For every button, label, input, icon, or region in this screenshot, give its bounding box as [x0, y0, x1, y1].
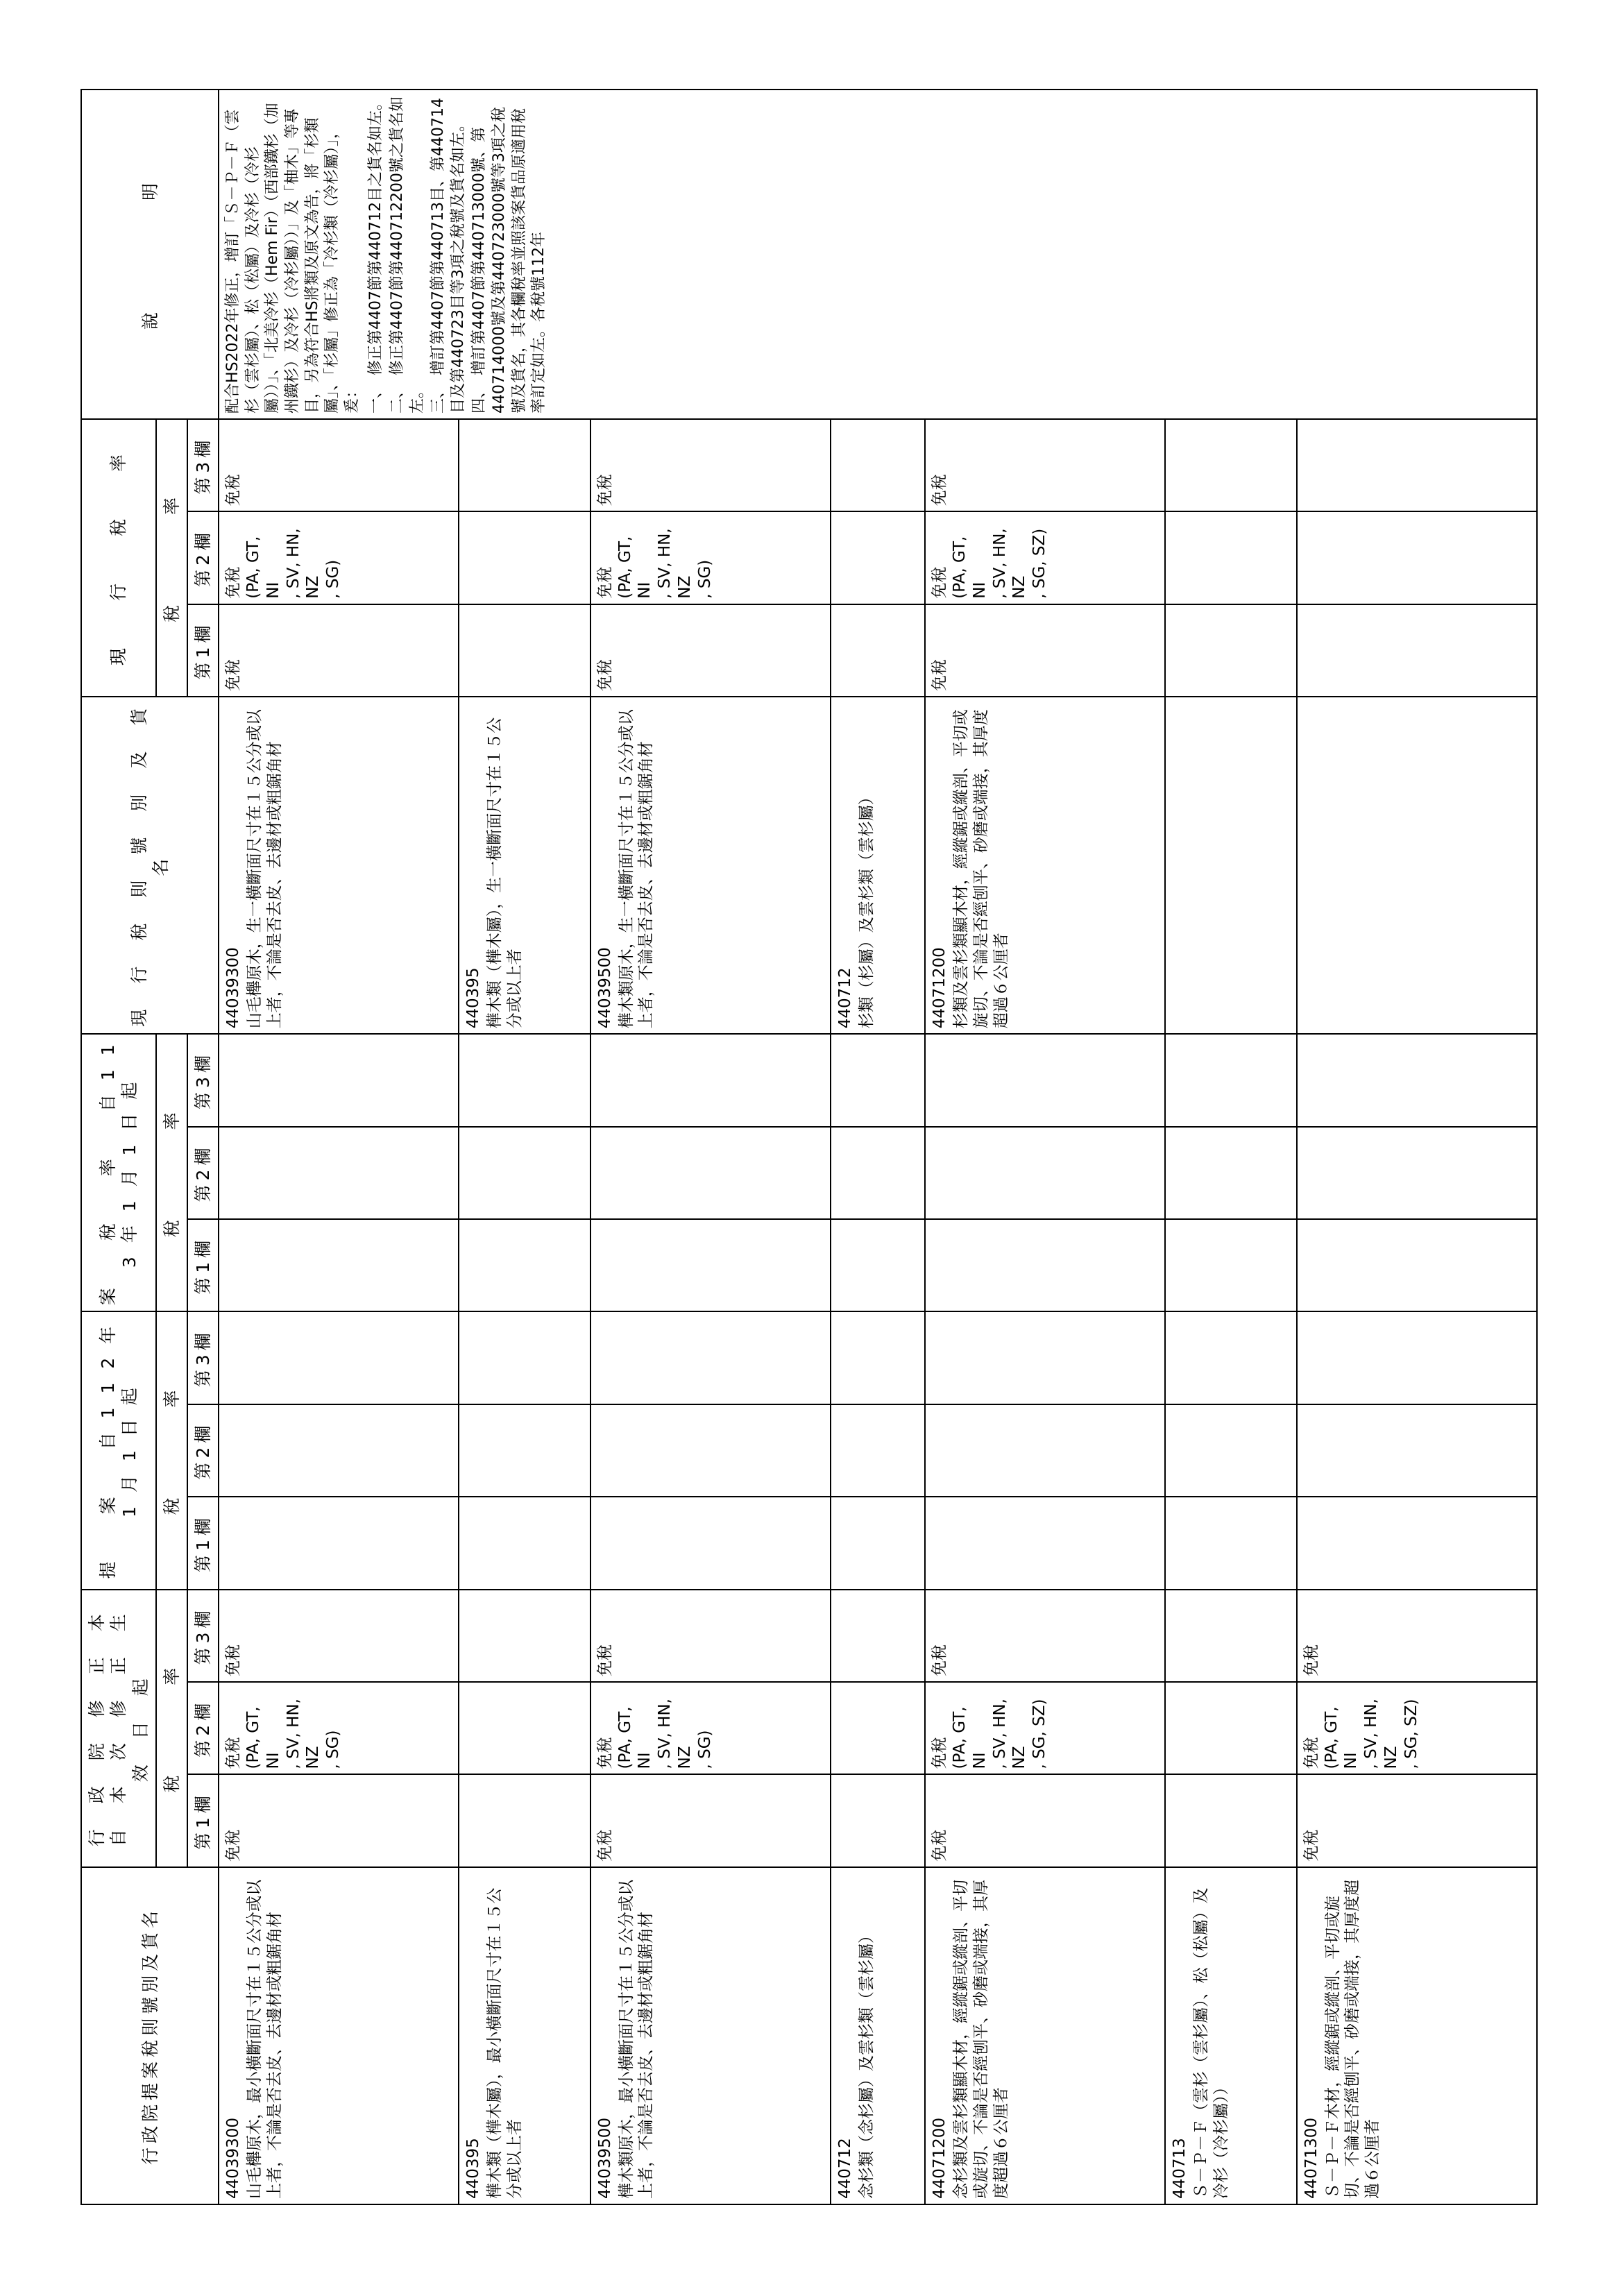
current-code-cell — [590, 697, 831, 1034]
admin-rate-col1 — [925, 1774, 1165, 1866]
p113-rate-col2 — [459, 1127, 590, 1219]
p112-rate-col1 — [1297, 1497, 1537, 1589]
p113-rate-col3 — [459, 1034, 590, 1126]
admin-rate-col3-line: 免稅 — [1302, 1644, 1320, 1677]
admin-rate-col3-line: 免稅 — [931, 1644, 949, 1677]
admin-rate-col2-line: (PA, GT, NI — [1322, 1706, 1361, 1769]
admin-rate-col3 — [1165, 1590, 1297, 1682]
current-rate-col1 — [925, 604, 1165, 697]
admin-rate-col2 — [219, 1682, 459, 1774]
proposal-code-cell — [831, 1867, 925, 2204]
proposal-desc: 樺木類原木，最小橫斷面尺寸在１５公分或以上者，不論是否去皮、去邊材或粗鋸角材 — [617, 1880, 656, 2199]
table-row — [219, 90, 459, 2204]
p112-rate-col3 — [925, 1311, 1165, 1404]
note-item: 四、 增訂第4407節第440713000號、第440714000號及第440723000號等3項之稅號及貨名，其各欄稅率並照該案貨品原適用稅率訂定如左。各稅號112年 — [470, 107, 548, 414]
current-rate-col3 — [219, 419, 459, 511]
p113-rate-col2 — [219, 1127, 459, 1219]
header-cur-col2: 第2欄 — [187, 511, 219, 604]
current-rate-col1 — [1297, 604, 1537, 697]
header-current-rate: 現 行 稅 率 — [81, 419, 156, 697]
note-lead: 配合HS2022年修正，增訂「Ｓ－Ｐ－Ｆ（雲杉（雲杉屬）、松（松屬）及冷杉（冷杉屬））」、「北美冷杉（Hem Fir）（西部鐵杉（加州鐵杉）及冷杉（冷杉屬））」及「柚木」等專目，另為符合HS將類及原文為告，將「杉類屬」、「杉屬」修正為「冷杉類（冷杉屬）」，爰： — [224, 103, 361, 414]
admin-rate-col2-line: 免稅 — [1302, 1737, 1320, 1769]
proposal-desc: 念杉類（念杉屬）及雲杉類（雲杉屬） — [857, 1928, 876, 2199]
current-rate-col2-line: , SG, SZ) — [1030, 528, 1048, 599]
header-cur-col3: 第3欄 — [187, 419, 219, 511]
p112-rate-col1 — [1165, 1497, 1297, 1589]
current-rate-col2-line: , SV, HN, NZ — [990, 528, 1029, 599]
current-rate-col3-line: 免稅 — [931, 474, 949, 507]
p113-rate-col3 — [1165, 1034, 1297, 1126]
proposal-desc: Ｓ－Ｐ－Ｆ（雲杉（雲杉屬）、松（松屬）及冷杉（冷杉屬）） — [1191, 1887, 1230, 2199]
admin-rate-col1-line: 免稅 — [595, 1829, 614, 1862]
admin-rate-col3-line: 免稅 — [595, 1644, 614, 1677]
header-p113-rate-label: 稅 率 — [156, 1034, 187, 1311]
current-desc: 杉類及雲杉類顯木材，經縱鋸或縱剖、平切或旋切、不論是否經刨平、砂磨或端接，其厚度超過６公厘者 — [952, 709, 1010, 1029]
header-cur-col1: 第1欄 — [187, 604, 219, 697]
proposal-desc: Ｓ－Ｐ－Ｆ木材，經縱鋸或縱剖、平切或旋切、不論是否經刨平、砂磨或端接，其厚度超過６公厘者 — [1323, 1880, 1382, 2199]
proposal-desc: 念杉類及雲杉類顯木材，經縱鋸或縱剖、平切或旋切、不論是否經刨平、砂磨或端接，其厚度超過６公厘者 — [952, 1880, 1010, 2199]
current-rate-col3 — [831, 419, 925, 511]
current-rate-col3 — [459, 419, 590, 511]
current-rate-col2 — [219, 511, 459, 604]
current-rate-col2 — [590, 511, 831, 604]
note-list — [223, 95, 550, 414]
current-desc: 樺木類（樺木屬），生一橫斷面尺寸在１５公分或以上者 — [485, 717, 524, 1029]
note-item: 二、 修正第4407節第440712200號之貨名如左。 — [389, 96, 426, 414]
admin-rate-col3 — [459, 1590, 590, 1682]
admin-rate-col2 — [459, 1682, 590, 1774]
current-rate-col2 — [1297, 511, 1537, 604]
header-proposal-desc: 行政院提案稅則號別及貨名 — [81, 1867, 219, 2204]
current-rate-col1-line: 免稅 — [931, 659, 949, 692]
p113-rate-col3 — [219, 1034, 459, 1126]
proposal-code-cell — [1297, 1867, 1537, 2204]
note-cell — [219, 90, 1537, 419]
proposal-code: 44039300 — [224, 2117, 243, 2199]
admin-rate-col3 — [831, 1590, 925, 1682]
current-rate-col2-line: , SV, HN, NZ — [284, 528, 323, 599]
current-desc: 山毛櫸原木，生一橫斷面尺寸在１５公分或以上者，不論是否去皮、去邊材或粗鋸角材 — [246, 709, 284, 1029]
proposal-desc: 山毛櫸原木，最小橫斷面尺寸在１５公分或以上者，不論是否去皮、去邊材或粗鋸角材 — [246, 1880, 284, 2199]
current-rate-col2 — [1165, 511, 1297, 604]
p112-rate-col3 — [459, 1311, 590, 1404]
p112-rate-col3 — [590, 1311, 831, 1404]
table-body — [219, 90, 1537, 2204]
current-code-cell — [1165, 697, 1297, 1034]
header-p112-col3: 第3欄 — [187, 1311, 219, 1404]
current-rate-col2 — [925, 511, 1165, 604]
admin-rate-col2-line: , SG, SZ) — [1402, 1699, 1420, 1769]
proposal-code: 440713 — [1171, 2138, 1189, 2199]
admin-rate-col2-line: , SV, HN, NZ — [1362, 1699, 1400, 1769]
proposal-code: 440395 — [464, 2138, 483, 2199]
header-p112-rate-label: 稅 率 — [156, 1311, 187, 1589]
header-proposal-112: 提 案 自 1 1 2 年 1 月 1 日 起 — [81, 1311, 156, 1589]
admin-rate-col1-line: 免稅 — [1302, 1829, 1320, 1862]
current-rate-col2-line: (PA, GT, NI — [615, 536, 654, 599]
header-admin-col2: 第2欄 — [187, 1682, 219, 1774]
p113-rate-col3 — [590, 1034, 831, 1126]
admin-rate-col2-line: , SV, HN, NZ — [990, 1699, 1029, 1769]
p112-rate-col3 — [219, 1311, 459, 1404]
current-rate-col3-line: 免稅 — [224, 474, 243, 507]
header-p113-col1: 第1欄 — [187, 1219, 219, 1311]
p112-rate-col1 — [459, 1497, 590, 1589]
p113-rate-col2 — [1165, 1127, 1297, 1219]
p113-rate-col3 — [925, 1034, 1165, 1126]
current-rate-col1-line: 免稅 — [595, 659, 614, 692]
proposal-code-cell — [590, 1867, 831, 2204]
header-proposal-113: 案 稅 率 自 1 1 3 年 1 月 1 日 起 — [81, 1034, 156, 1311]
current-code: 440712 — [835, 967, 854, 1029]
admin-rate-col1 — [1165, 1774, 1297, 1866]
admin-rate-col2-line: 免稅 — [931, 1737, 949, 1769]
current-code-cell — [925, 697, 1165, 1034]
current-rate-col2-line: 免稅 — [224, 566, 243, 599]
admin-rate-col1 — [459, 1774, 590, 1866]
current-rate-col2-line: (PA, GT, NI — [244, 536, 282, 599]
current-code-cell — [1297, 697, 1537, 1034]
p112-rate-col1 — [925, 1497, 1165, 1589]
p112-rate-col3 — [1297, 1311, 1537, 1404]
p112-rate-col2 — [831, 1404, 925, 1497]
admin-rate-col3 — [925, 1590, 1165, 1682]
admin-rate-col2 — [831, 1682, 925, 1774]
p113-rate-col2 — [925, 1127, 1165, 1219]
current-rate-col2-line: , SG) — [695, 559, 714, 599]
admin-rate-col2-line: , SG, SZ) — [1030, 1699, 1048, 1769]
current-rate-col1 — [831, 604, 925, 697]
p112-rate-col1 — [831, 1497, 925, 1589]
p113-rate-col1 — [925, 1219, 1165, 1311]
admin-rate-col1-line: 免稅 — [224, 1829, 243, 1862]
current-rate-col1 — [1165, 604, 1297, 697]
current-rate-col1 — [219, 604, 459, 697]
p112-rate-col3 — [831, 1311, 925, 1404]
current-rate-col1 — [459, 604, 590, 697]
current-code: 440395 — [464, 967, 483, 1029]
admin-rate-col2-line: 免稅 — [224, 1737, 243, 1769]
admin-rate-col2 — [1165, 1682, 1297, 1774]
current-rate-col1 — [590, 604, 831, 697]
header-p112-col1: 第1欄 — [187, 1497, 219, 1589]
p113-rate-col2 — [831, 1127, 925, 1219]
header-p112-col2: 第2欄 — [187, 1404, 219, 1497]
admin-rate-col2 — [925, 1682, 1165, 1774]
admin-rate-col2-line: , SV, HN, NZ — [656, 1699, 694, 1769]
current-desc: 杉類（杉屬）及雲杉類（雲杉屬） — [857, 789, 876, 1029]
current-rate-col3 — [1165, 419, 1297, 511]
table-header-row-1 — [81, 90, 156, 2204]
admin-rate-col1 — [831, 1774, 925, 1866]
current-rate-col2-line: , SG) — [324, 559, 342, 599]
admin-rate-col2-line: , SG) — [695, 1730, 714, 1769]
admin-rate-col2-line: , SV, HN, NZ — [284, 1699, 323, 1769]
current-rate-col3 — [1297, 419, 1537, 511]
proposal-code-cell — [219, 1867, 459, 2204]
header-admin-rate-label: 稅 率 — [156, 1590, 187, 1867]
admin-rate-col1-line: 免稅 — [931, 1829, 949, 1862]
current-rate-col3 — [590, 419, 831, 511]
current-rate-col2 — [459, 511, 590, 604]
current-rate-col2-line: 免稅 — [595, 566, 614, 599]
p112-rate-col2 — [1165, 1404, 1297, 1497]
tariff-table — [80, 89, 1538, 2205]
p113-rate-col2 — [1297, 1127, 1537, 1219]
p112-rate-col1 — [219, 1497, 459, 1589]
p113-rate-col3 — [1297, 1034, 1537, 1126]
current-code: 44071200 — [931, 947, 949, 1029]
header-current-desc: 現 行 稅 則 號 別 及 貨 名 — [81, 697, 219, 1034]
header-p113-col3: 第3欄 — [187, 1034, 219, 1126]
current-code-cell — [219, 697, 459, 1034]
admin-rate-col1 — [1297, 1774, 1537, 1866]
p113-rate-col1 — [1297, 1219, 1537, 1311]
current-rate-col2-line: , SV, HN, NZ — [656, 528, 694, 599]
p113-rate-col3 — [831, 1034, 925, 1126]
admin-rate-col2-line: (PA, GT, NI — [951, 1706, 989, 1769]
admin-rate-col3 — [590, 1590, 831, 1682]
proposal-code: 44039500 — [595, 2117, 614, 2199]
admin-rate-col2-line: , SG) — [324, 1730, 342, 1769]
p113-rate-col2 — [590, 1127, 831, 1219]
current-rate-col2 — [831, 511, 925, 604]
note-item: 一、 修正第4407節第440712目之貨名如左。 — [367, 94, 385, 414]
admin-rate-col1 — [219, 1774, 459, 1866]
current-code-cell — [459, 697, 590, 1034]
admin-rate-col2-line: 免稅 — [595, 1737, 614, 1769]
admin-rate-col3-line: 免稅 — [224, 1644, 243, 1677]
current-rate-col1-line: 免稅 — [224, 659, 243, 692]
header-note: 說 明 — [81, 90, 219, 419]
admin-rate-col3 — [219, 1590, 459, 1682]
proposal-code-cell — [459, 1867, 590, 2204]
admin-rate-col2-line: (PA, GT, NI — [244, 1706, 282, 1769]
current-code: 44039500 — [595, 947, 614, 1029]
p113-rate-col1 — [219, 1219, 459, 1311]
admin-rate-col2 — [590, 1682, 831, 1774]
current-rate-col3 — [925, 419, 1165, 511]
current-code-cell — [831, 697, 925, 1034]
p113-rate-col1 — [590, 1219, 831, 1311]
current-rate-col2-line: (PA, GT, NI — [951, 536, 989, 599]
p113-rate-col1 — [459, 1219, 590, 1311]
note-item: 三、 增訂第4407節第440713目、第440714目及第440723目等3項之稅號及貨名如左。 — [430, 98, 467, 414]
proposal-code: 44071300 — [1302, 2117, 1320, 2199]
p112-rate-col1 — [590, 1497, 831, 1589]
p112-rate-col2 — [459, 1404, 590, 1497]
current-code: 44039300 — [224, 947, 243, 1029]
p113-rate-col1 — [831, 1219, 925, 1311]
header-cur-rate-label: 稅 率 — [156, 419, 187, 697]
p112-rate-col3 — [1165, 1311, 1297, 1404]
header-admin-revision: 行 政 院 修 正 本 自 本 次 修 正 生 效 日 起 — [81, 1590, 156, 1867]
p112-rate-col2 — [219, 1404, 459, 1497]
header-admin-col3: 第3欄 — [187, 1590, 219, 1682]
current-rate-col2-line: 免稅 — [931, 566, 949, 599]
admin-rate-col2 — [1297, 1682, 1537, 1774]
header-p113-col2: 第2欄 — [187, 1127, 219, 1219]
p113-rate-col1 — [1165, 1219, 1297, 1311]
proposal-desc: 樺木類（樺木屬），最小橫斷面尺寸在１５公分或以上者 — [485, 1887, 524, 2199]
proposal-code: 440712 — [835, 2138, 854, 2199]
p112-rate-col2 — [925, 1404, 1165, 1497]
p112-rate-col2 — [590, 1404, 831, 1497]
admin-rate-col1 — [590, 1774, 831, 1866]
proposal-code: 44071200 — [931, 2117, 949, 2199]
current-desc: 樺木類原木，生一橫斷面尺寸在１５公分或以上者，不論是否去皮、去邊材或粗鋸角材 — [617, 709, 656, 1029]
current-rate-col3-line: 免稅 — [595, 474, 614, 507]
proposal-code-cell — [1165, 1867, 1297, 2204]
header-admin-col1: 第1欄 — [187, 1774, 219, 1866]
p112-rate-col2 — [1297, 1404, 1537, 1497]
rotated-table-wrapper — [80, 89, 1538, 2205]
proposal-code-cell — [925, 1867, 1165, 2204]
admin-rate-col3 — [1297, 1590, 1537, 1682]
admin-rate-col2-line: (PA, GT, NI — [615, 1706, 654, 1769]
